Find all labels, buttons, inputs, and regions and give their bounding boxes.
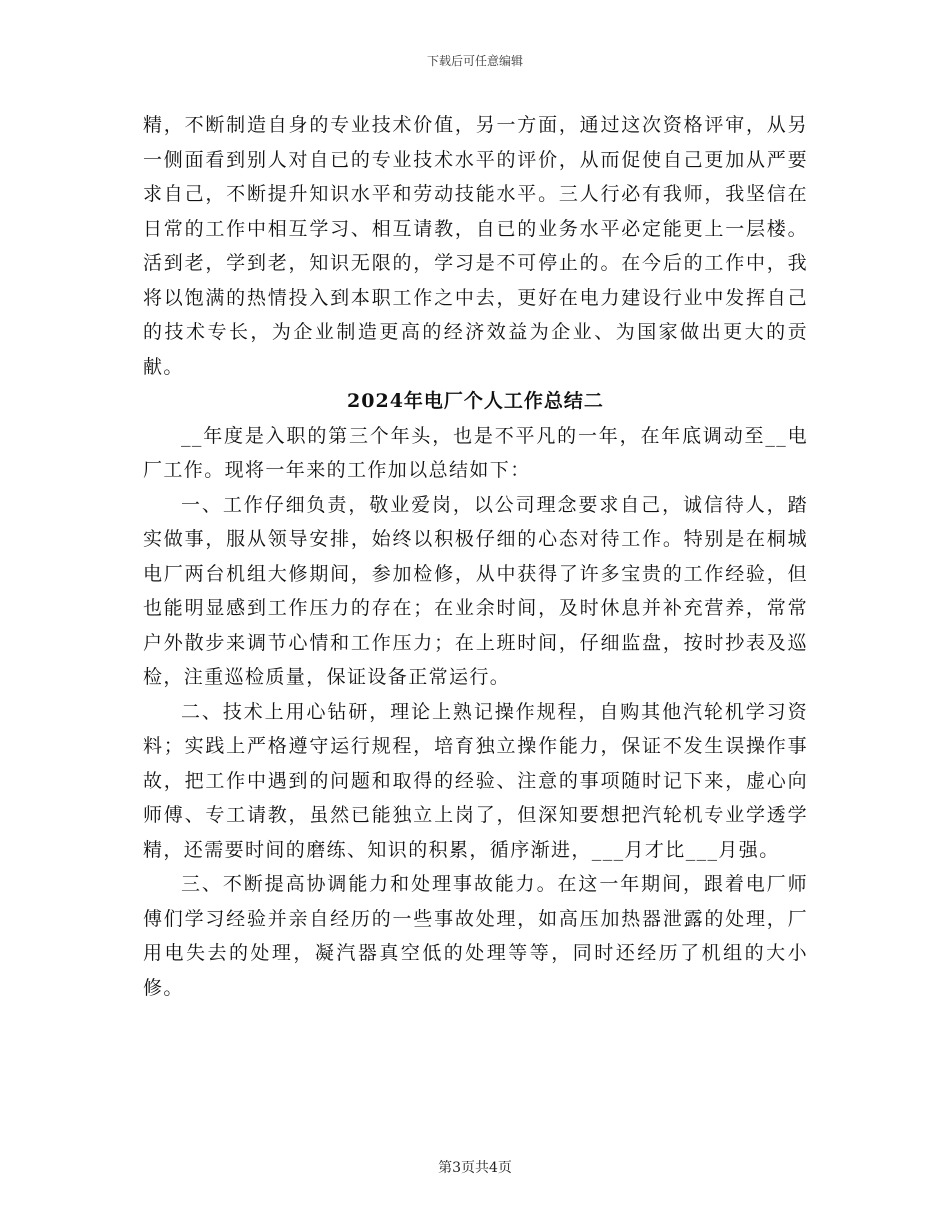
continuation-paragraph: 精，不断制造自身的专业技术价值，另一方面，通过这次资格评审，从另一侧面看到别人对自已的专业技术水平的评价，从而促使自己更加从严要求自己，不断提升知识水平和劳动技能水平。三人行必有我师，我坚信在日常的工作中相互学习、相互请教，自已的业务水平必定能更上一层楼。活到老，学到老，知识无限的，学习是不可停止的。在今后的工作中，我将以饱满的热情投入到本职工作之中去，更好在电力建设行业中发挥自己的技术专长，为企业制造更高的经济效益为企业、为国家做出更大的贡献。 <box>143 114 808 378</box>
paragraph-3: 三、不断提高协调能力和处理事故能力。在这一年期间，跟着电厂师傅们学习经验并亲自经历的一些事故处理，如高压加热器泄露的处理，厂用电失去的处理，凝汽器真空低的处理等等，同时还经历了机组的大小修。 <box>143 873 808 999</box>
section-title: 2024年电厂个人工作总结二 <box>347 390 604 412</box>
document-body <box>143 108 808 1005</box>
page-header: 下载后可任意编辑 <box>426 54 523 68</box>
page-footer: 第3页共4页 <box>438 1160 512 1176</box>
paragraph-2: 二、技术上用心钻研，理论上熟记操作规程，自购其他汽轮机学习资料；实践上严格遵守运行规程，培育独立操作能力，保证不发生误操作事故，把工作中遇到的问题和取得的经验、注意的事项随时记下来，虚心向师傅、专工请教，虽然已能独立上岗了，但深知要想把汽轮机专业学透学精，还需要时间的磨练、知识的积累，循序渐进，___月才比___月强。 <box>143 700 808 861</box>
paragraph-1: 一、工作仔细负责，敬业爱岗，以公司理念要求自己，诚信待人，踏实做事，服从领导安排，始终以积极仔细的心态对待工作。特别是在桐城电厂两台机组大修期间，参加检修，从中获得了许多宝贵的工作经验，但也能明显感到工作压力的存在；在业余时间，及时休息并补充营养，常常户外散步来调节心情和工作压力；在上班时间，仔细监盘，按时抄表及巡检，注重巡检质量，保证设备正常运行。 <box>143 493 808 688</box>
intro-paragraph: __年度是入职的第三个年头，也是不平凡的一年，在年底调动至__电厂工作。现将一年来的工作加以总结如下： <box>143 424 808 481</box>
